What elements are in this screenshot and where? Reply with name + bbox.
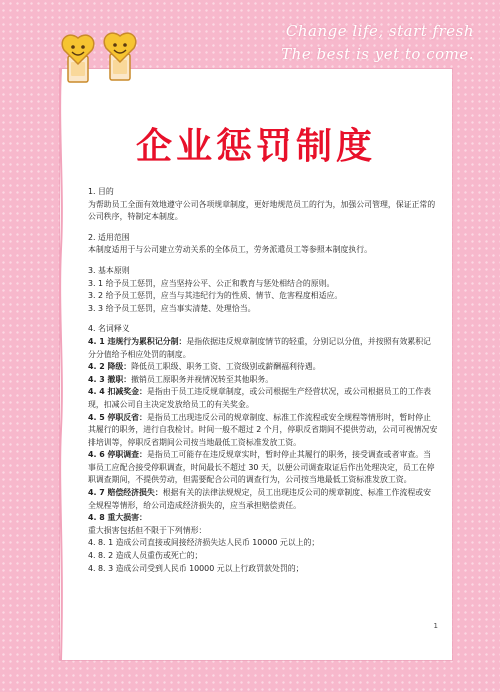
definition-term: 4. 7 赔偿经济损失：	[88, 488, 163, 498]
page-number: 1	[433, 622, 438, 630]
definition-item	[88, 512, 438, 525]
tagline-line-1: Change life, start fresh	[285, 22, 474, 40]
definition-text: 重大损害包括但不限于下列情形：	[88, 525, 207, 535]
definition-text: 撤销员工原职务并视情况转至其他职务。	[131, 374, 274, 384]
section-text: 为帮助员工全面有效地遵守公司各项规章制度，更好地规范员工的行为，加强公司管理，保证正常的公司秩序，特制定本制度。	[88, 199, 436, 222]
definition-term: 4. 6 停职调查：	[88, 450, 147, 460]
document-title: 企业惩罚制度	[135, 126, 376, 167]
definition-text: 是指由于员工违反规章制度，或公司根据生产经营状况，或公司根据员工的工作表现，扣减公司自主决定发放给员工的有关奖金。	[88, 387, 432, 409]
section-heading: 1. 目的	[88, 187, 114, 196]
principle-item: 3. 3 给予员工惩罚，应当事实清楚、处理恰当。	[88, 303, 256, 313]
principle-item: 3. 2 给予员工惩罚，应当与其违纪行为的性质、情节、危害程度相适应。	[88, 291, 343, 301]
tagline	[281, 20, 474, 66]
definition-term: 4. 8 重大损害：	[88, 513, 147, 523]
section-heading: 4. 名词释义	[88, 324, 130, 334]
definition-item	[88, 336, 438, 361]
definition-item	[88, 374, 438, 387]
principle-item: 3. 1 给予员工惩罚，应当坚持公平、公正和教育与惩处相结合的原则。	[88, 278, 335, 288]
definition-item	[88, 487, 438, 512]
definition-text: 根据有关的法律法规规定，员工出现违反公司的规章制度、标准工作流程或安全规程等情形，给公司造成经济损失的，应当承担赔偿责任。	[88, 488, 432, 510]
definition-item	[88, 412, 438, 450]
definition-text: 是指员工出现违反公司的规章制度、标准工作流程或安全规程等情形时，暂时停止其履行的职务，进行自我检讨。时间一般不超过 2 个月，停职反省期间不提供劳动，公司可视情况安排培训等，停职反省期间公司按当地最低工资标准发放工资。	[88, 412, 438, 447]
damage-item: 4. 8. 3 造成公司受到人民币 10000 元以上行政罚款处罚的；	[88, 563, 304, 573]
definition-term: 4. 4 扣减奖金：	[88, 387, 147, 397]
smiley-clip-icon	[58, 34, 102, 84]
smiley-clip-icon	[100, 32, 144, 82]
definition-text: 是指依据违反规章制度情节的轻重，分别记以分值，并按照有效累积记分分值给予相应处罚的制度。	[88, 336, 432, 359]
damage-item: 4. 8. 2 造成人员重伤或死亡的；	[88, 551, 203, 561]
definition-term: 4. 2 降级：	[88, 362, 132, 372]
definition-item	[88, 361, 438, 374]
definition-item	[88, 386, 438, 411]
tagline-line-2: The best is yet to come.	[281, 45, 474, 63]
definition-term: 4. 3 撤职：	[88, 374, 132, 384]
section-heading: 2. 适用范围	[88, 232, 130, 242]
definition-term: 4. 1 违规行为累积记分制：	[88, 336, 187, 346]
section-text: 本制度适用于与公司建立劳动关系的全体员工，劳务派遣员工等参照本制度执行。	[88, 245, 373, 255]
section-heading: 3. 基本原则	[88, 265, 130, 275]
definition-item	[88, 449, 438, 487]
definition-text: 是指员工可能存在违反规章实时，暂时停止其履行的职务，接受调查或者审查。当事员工应配合接受停职调查，时间最长不超过 30 天，以便公司调查取证后作出处理决定，员工在停职调查期间，不提供劳动，但需要配合公司的调查行为，公司按当地最低工资标准发放工资。	[88, 450, 435, 485]
definition-term: 4. 5 停职反省：	[88, 412, 147, 422]
damage-item: 4. 8. 1 造成公司直接或间接经济损失达人民币 10000 元以上的；	[88, 538, 320, 548]
definition-text: 降低员工职级、职务工资、工资级别或薪酬福利待遇。	[131, 362, 321, 372]
document-body	[88, 186, 438, 575]
